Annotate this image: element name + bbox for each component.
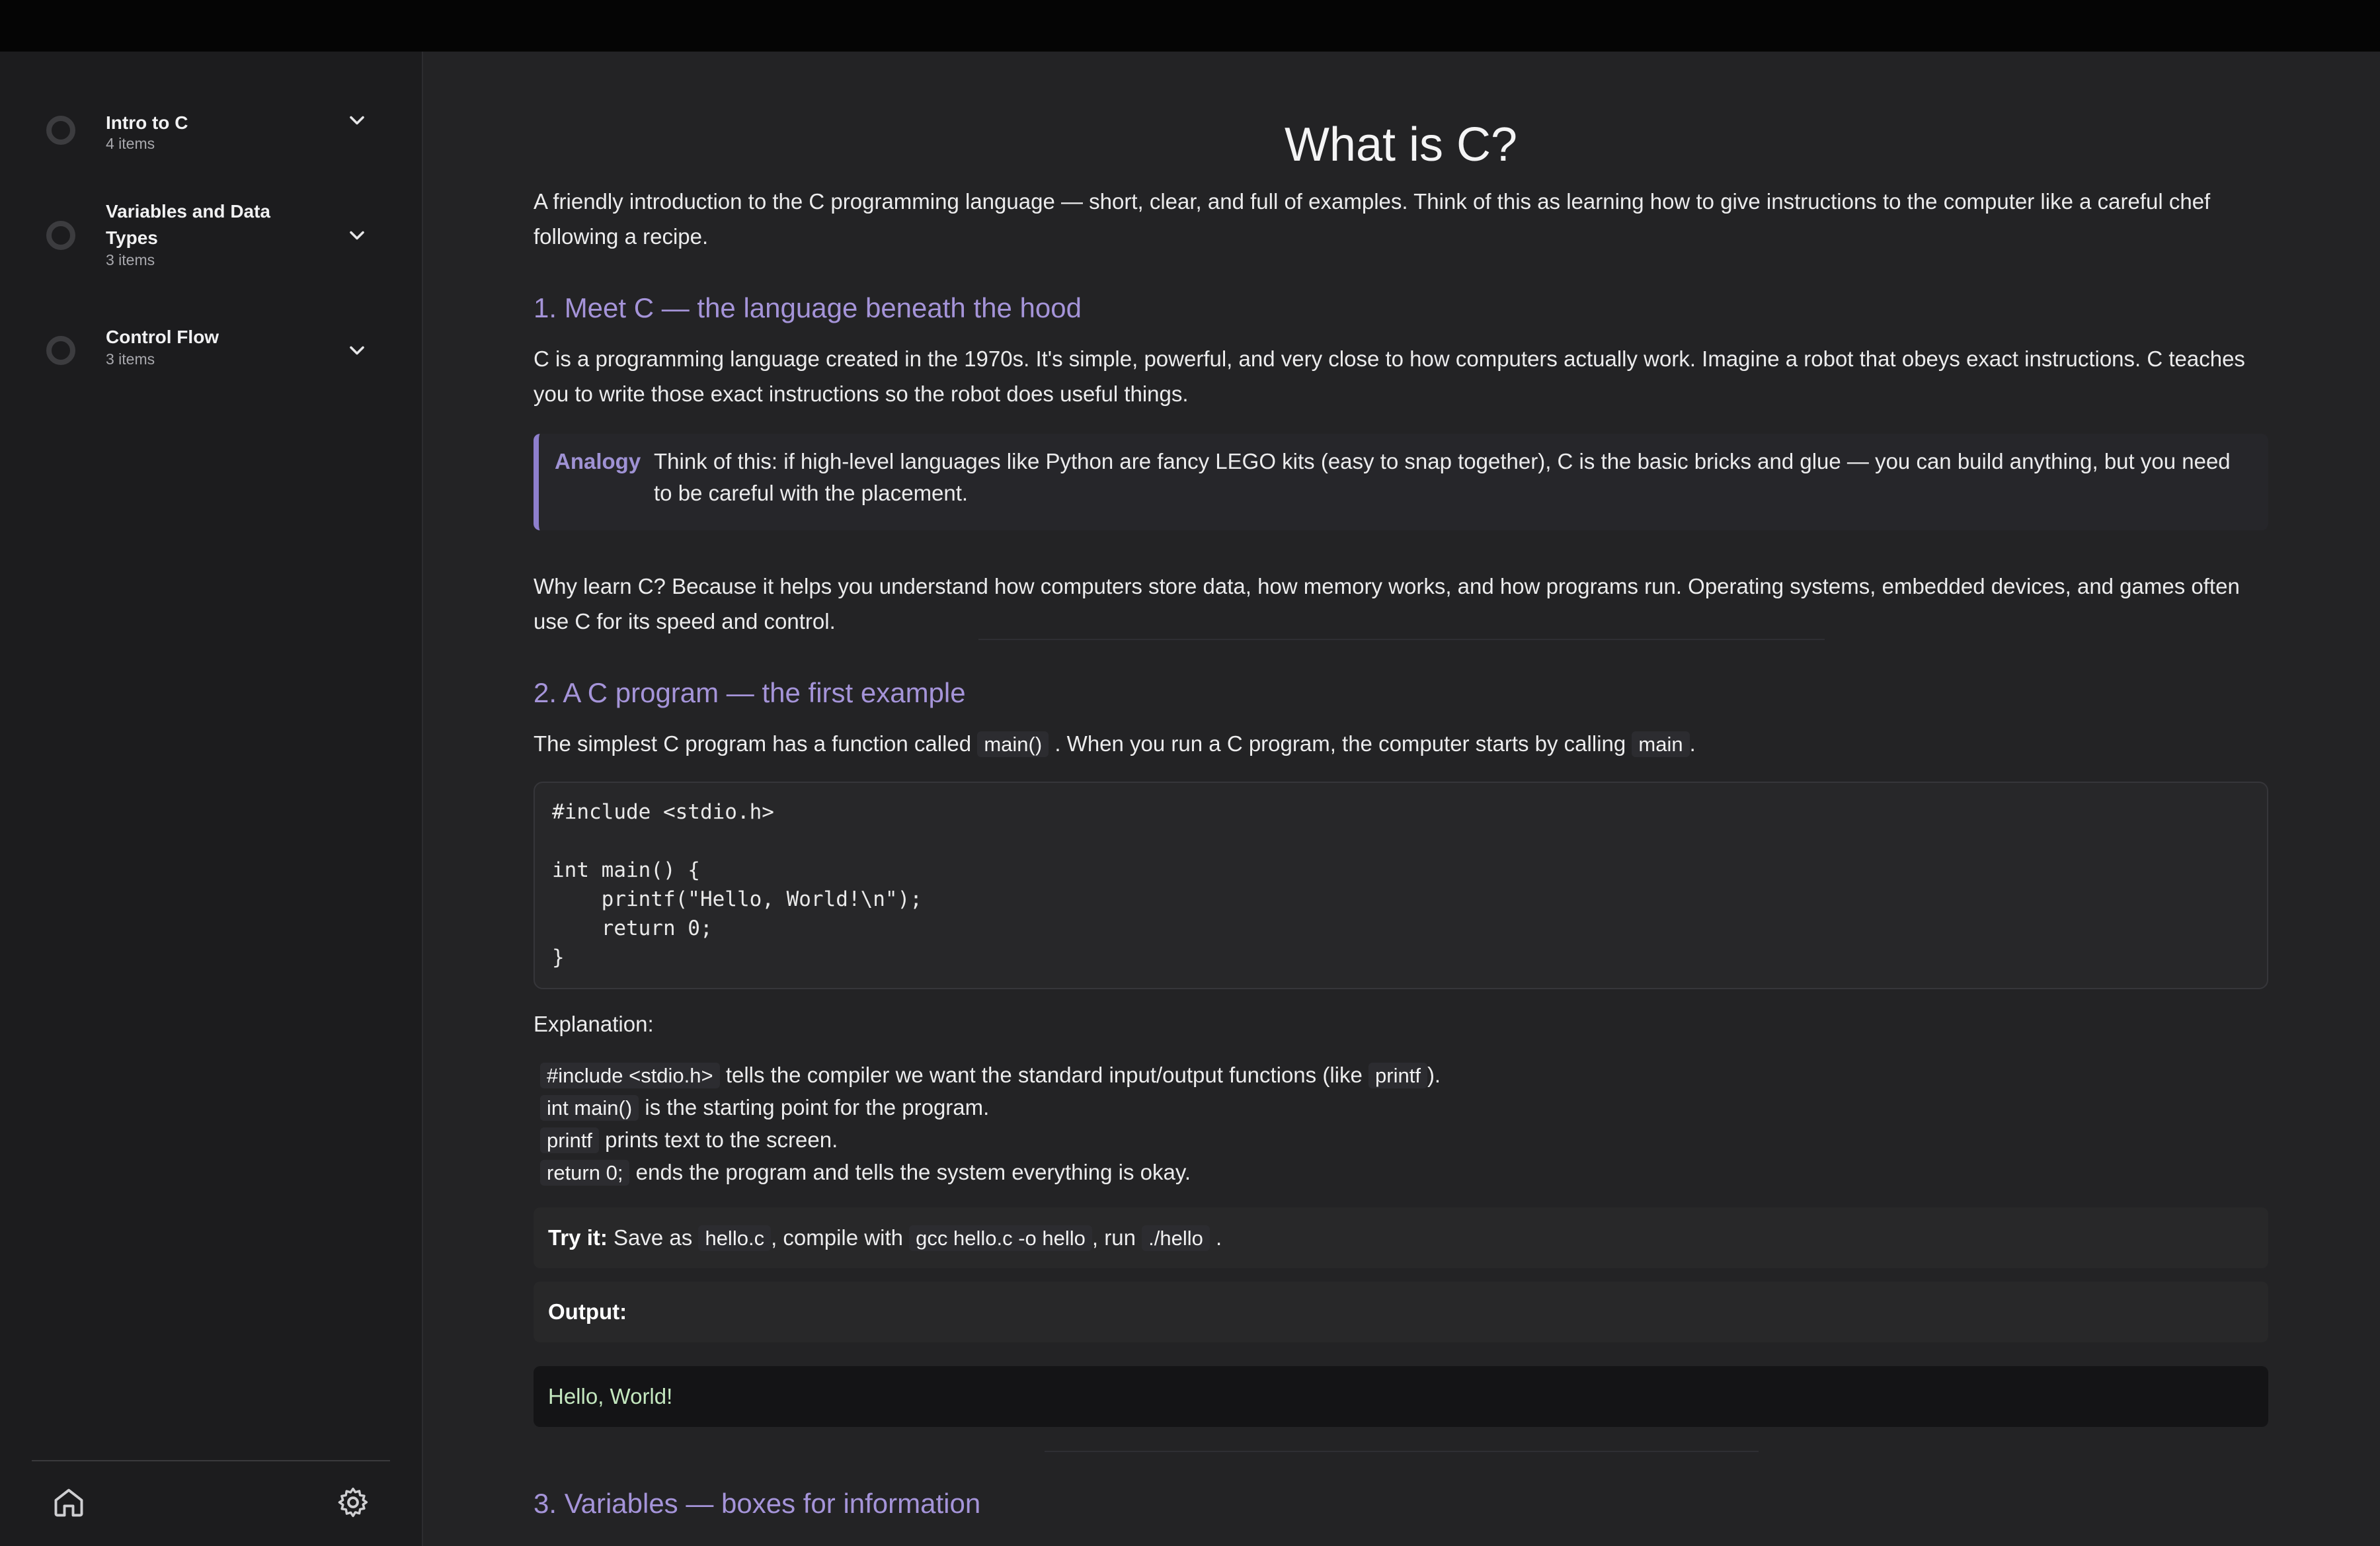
inline-code: ./hello bbox=[1142, 1225, 1210, 1251]
top-bar bbox=[0, 0, 2380, 52]
try-it-label: Try it: bbox=[548, 1225, 608, 1250]
inline-code: printf bbox=[1368, 1063, 1427, 1088]
gear-icon[interactable] bbox=[336, 1485, 370, 1520]
analogy-label: Analogy bbox=[555, 449, 641, 473]
section-1-paragraph bbox=[534, 341, 2268, 411]
inline-code: int main() bbox=[540, 1095, 639, 1121]
analogy-callout bbox=[534, 434, 2268, 530]
explanation-list bbox=[540, 1059, 2259, 1189]
explanation-label bbox=[534, 1006, 2268, 1041]
section-2-heading bbox=[534, 674, 2268, 712]
text-span: . When you run a C program, the computer starts by calling bbox=[1054, 731, 1626, 756]
output-box bbox=[534, 1366, 2268, 1427]
try-it-box bbox=[534, 1207, 2268, 1268]
inline-code: gcc hello.c -o hello bbox=[909, 1225, 1092, 1251]
text-span: tells the compiler we want the standard input/output functions (like bbox=[725, 1063, 1363, 1087]
module-intro-to-c[interactable] bbox=[46, 104, 377, 151]
output-label-box bbox=[534, 1282, 2268, 1342]
code-block[interactable] bbox=[534, 782, 2268, 989]
intro-paragraph bbox=[534, 184, 2268, 254]
paragraph-text: Why learn C? Because it helps you understand how computers store data, how memory works, and how programs run. Operating systems, embedded devices, and games often use C for its speed and control. bbox=[534, 574, 2240, 633]
module-title: Variables and Data Types bbox=[106, 201, 271, 248]
module-count: 3 items bbox=[106, 251, 155, 268]
section-heading: 3. Variables — boxes for information bbox=[534, 1488, 981, 1519]
section-2-intro bbox=[534, 726, 2268, 762]
progress-ring-icon bbox=[46, 336, 75, 365]
text-span: ). bbox=[1427, 1063, 1441, 1087]
section-heading: 1. Meet C — the language beneath the hood bbox=[534, 292, 1082, 323]
module-title: Intro to C bbox=[106, 112, 188, 133]
try-it-text bbox=[548, 1222, 1222, 1254]
chevron-down-icon[interactable] bbox=[345, 339, 369, 362]
chevron-down-icon[interactable] bbox=[345, 108, 369, 132]
inline-code: main bbox=[1632, 731, 1689, 757]
output-label-text bbox=[548, 1296, 627, 1328]
inline-code: hello.c bbox=[698, 1225, 771, 1251]
inline-code: return 0; bbox=[540, 1160, 629, 1186]
text-span: is the starting point for the program. bbox=[645, 1095, 990, 1119]
explanation-heading: Explanation: bbox=[534, 1012, 654, 1036]
text-span: prints text to the screen. bbox=[605, 1127, 838, 1152]
section-divider bbox=[1045, 1451, 1759, 1452]
explanation-item bbox=[540, 1124, 2259, 1157]
analogy-text: Think of this: if high-level languages like Python are fancy LEGO kits (easy to snap together), C is the basic bricks and glue — you can build anything, but you need to be careful with the placement. bbox=[654, 449, 2231, 505]
code-text: #include <stdio.h> int main() { printf("Hello, World!\n"); return 0; } bbox=[552, 800, 922, 969]
output-text: Hello, World! bbox=[548, 1384, 673, 1408]
main-content bbox=[423, 52, 2380, 1546]
module-count: 4 items bbox=[106, 135, 155, 152]
paragraph-text: C is a programming language created in the 1970s. It's simple, powerful, and very close to how computers actually work. Imagine a robot that obeys exact instructions. C teaches you to write those exact instructions so the robot does useful things. bbox=[534, 346, 2245, 406]
inline-code: printf bbox=[540, 1127, 599, 1153]
text-span: Save as bbox=[614, 1225, 693, 1250]
progress-ring-icon bbox=[46, 116, 75, 145]
chevron-down-icon[interactable] bbox=[345, 224, 369, 247]
module-variables-and-data-types[interactable] bbox=[46, 198, 377, 271]
section-1-heading bbox=[534, 290, 2268, 327]
intro-text: A friendly introduction to the C programming language — short, clear, and full of examples. Think of this as learning how to give instructions to the computer like a careful chef following a recipe. bbox=[534, 189, 2211, 249]
sidebar bbox=[0, 52, 423, 1546]
module-count: 3 items bbox=[106, 350, 155, 368]
text-span: ends the program and tells the system everything is okay. bbox=[635, 1160, 1191, 1184]
sidebar-footer-divider bbox=[32, 1460, 390, 1461]
section-1-paragraph-2 bbox=[534, 569, 2268, 639]
inline-code: main() bbox=[977, 731, 1049, 757]
module-title: Control Flow bbox=[106, 327, 219, 347]
text-span: , run bbox=[1091, 1225, 1136, 1250]
text-span: , compile with bbox=[771, 1225, 903, 1250]
progress-ring-icon bbox=[46, 221, 75, 250]
explanation-item bbox=[540, 1157, 2259, 1189]
paragraph-text bbox=[534, 726, 2268, 762]
inline-code: #include <stdio.h> bbox=[540, 1063, 720, 1088]
text-span: . bbox=[1689, 731, 1696, 756]
text-span: The simplest C program has a function called bbox=[534, 731, 972, 756]
section-heading: 2. A C program — the first example bbox=[534, 677, 966, 708]
output-label: Output: bbox=[548, 1299, 627, 1324]
text-span: . bbox=[1216, 1225, 1222, 1250]
page-title: What is C? bbox=[1284, 118, 1518, 171]
section-divider bbox=[978, 639, 1825, 640]
explanation-item bbox=[540, 1092, 2259, 1124]
section-3-heading bbox=[534, 1485, 2268, 1522]
home-icon[interactable] bbox=[52, 1485, 86, 1520]
module-control-flow[interactable] bbox=[46, 323, 377, 369]
explanation-item bbox=[540, 1059, 2259, 1092]
